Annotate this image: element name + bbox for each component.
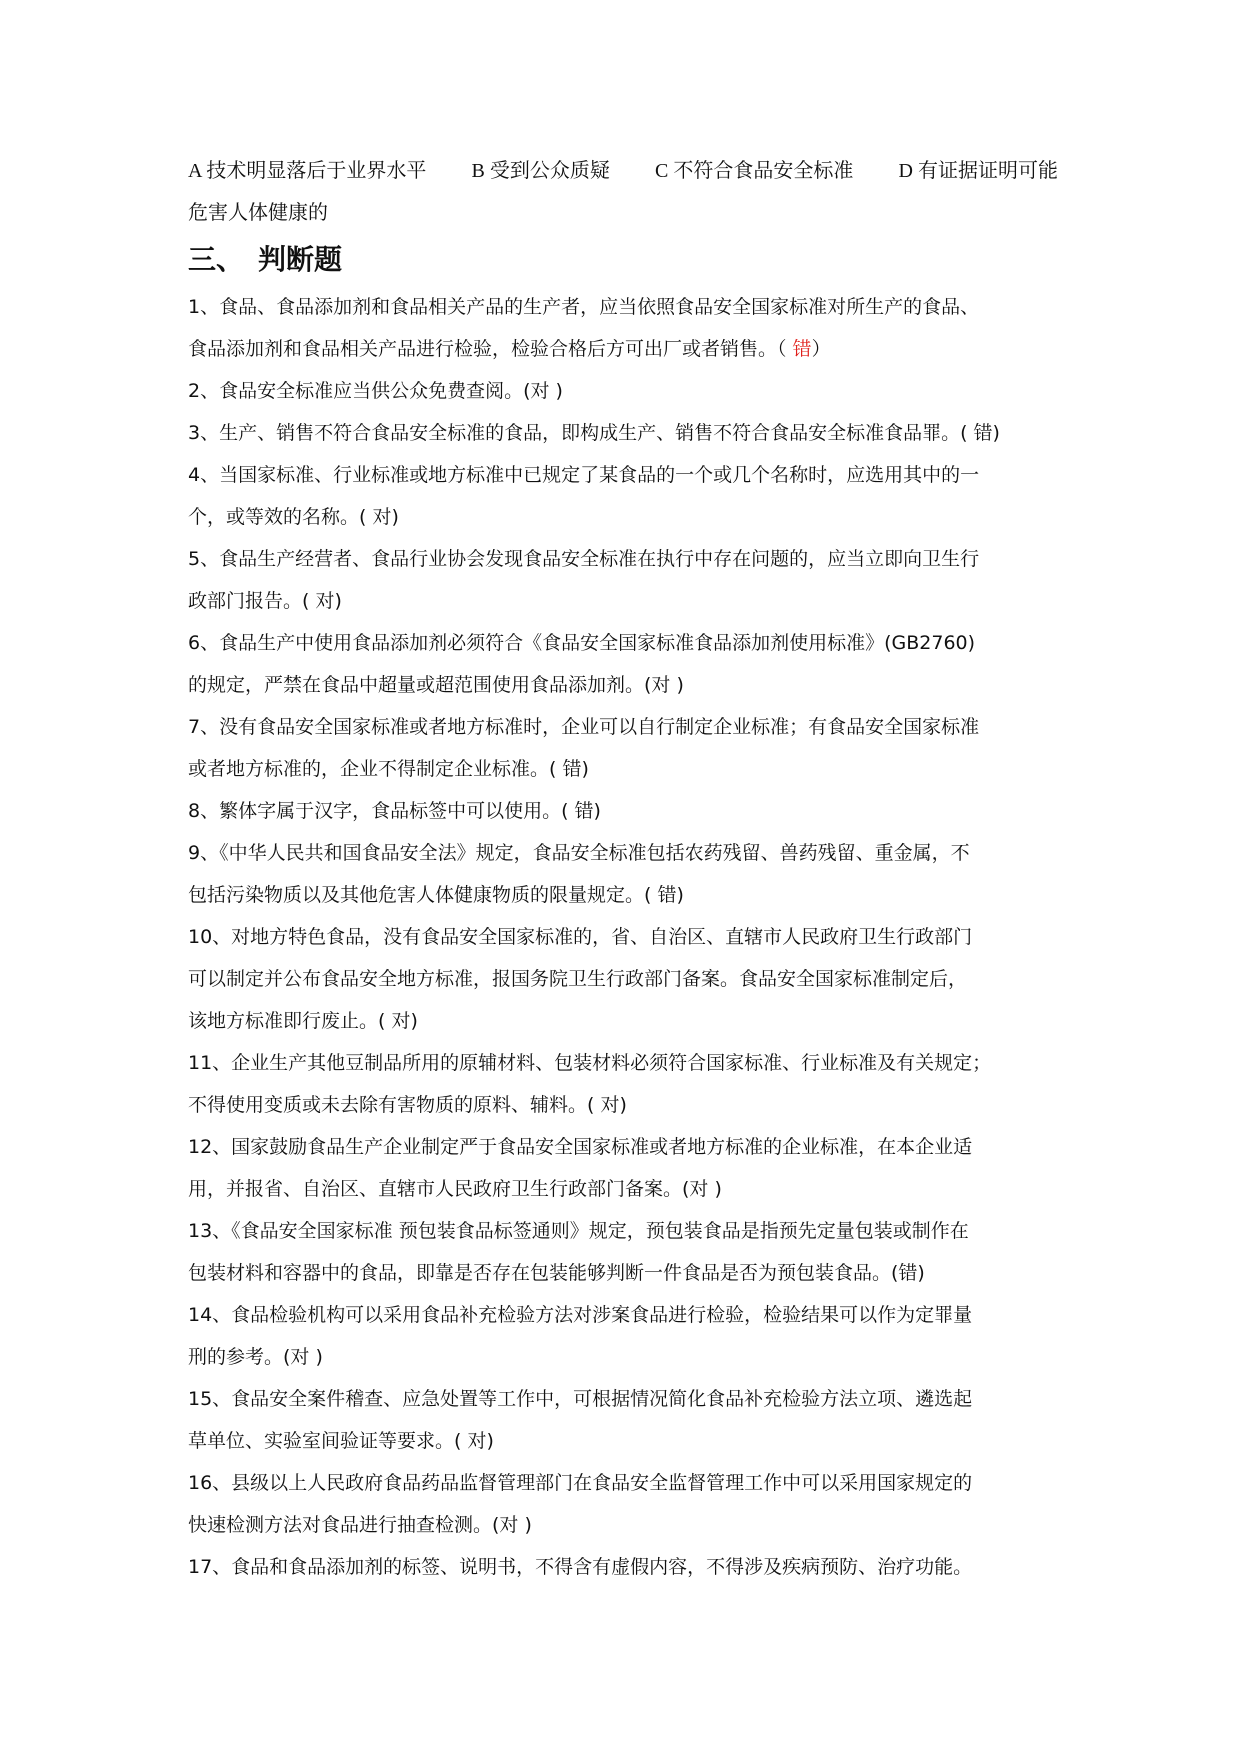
question-1-line-2: 食品添加剂和食品相关产品进行检验，检验合格后方可出厂或者销售。（ 错） bbox=[188, 338, 831, 360]
question-16-line-1: 16、县级以上人民政府食品药品监督管理部门在食品安全监督管理工作中可以采用国家规定的 bbox=[188, 1472, 973, 1494]
document-page bbox=[188, 150, 1058, 1588]
question-5-line-2: 政部门报告。( 对) bbox=[188, 590, 342, 612]
question-10-line-1: 10、对地方特色食品，没有食品安全国家标准的，省、自治区、直辖市人民政府卫生行政部门 bbox=[188, 926, 973, 948]
question-15-line-1: 15、食品安全案件稽查、应急处置等工作中，可根据情况简化食品补充检验方法立项、遴选起 bbox=[188, 1388, 973, 1410]
question-13-line-2: 包装材料和容器中的食品，即靠是否存在包装能够判断一件食品是否为预包装食品。(错) bbox=[188, 1262, 925, 1284]
section-number: 三、 bbox=[188, 243, 245, 276]
section-title: 判断题 bbox=[258, 243, 343, 276]
question-10-line-2: 可以制定并公布食品安全地方标准，报国务院卫生行政部门备案。食品安全国家标准制定后， bbox=[188, 968, 968, 990]
question-4-line-1: 4、当国家标准、行业标准或地方标准中已规定了某食品的一个或几个名称时，应选用其中的一 bbox=[188, 464, 980, 486]
question-11-line-1: 11、企业生产其他豆制品所用的原辅材料、包装材料必须符合国家标准、行业标准及有关规定； bbox=[188, 1052, 992, 1074]
question-17: 17、食品和食品添加剂的标签、说明书，不得含有虚假内容，不得涉及疾病预防、治疗功能。 bbox=[188, 1556, 973, 1578]
question-12-line-2: 用，并报省、自治区、直辖市人民政府卫生行政部门备案。(对 ) bbox=[188, 1178, 722, 1200]
question-7-line-1: 7、没有食品安全国家标准或者地方标准时，企业可以自行制定企业标准；有食品安全国家标准 bbox=[188, 716, 980, 738]
section-heading bbox=[188, 234, 1058, 286]
option-a: A 技术明显落后于业界水平 bbox=[188, 160, 427, 182]
question-1-line-1: 1、食品、食品添加剂和食品相关产品的生产者，应当依照食品安全国家标准对所生产的食品、 bbox=[188, 296, 980, 318]
option-b: B 受到公众质疑 bbox=[471, 160, 610, 182]
question-12-line-1: 12、国家鼓励食品生产企业制定严于食品安全国家标准或者地方标准的企业标准，在本企业适 bbox=[188, 1136, 973, 1158]
question-10-line-3: 该地方标准即行废止。( 对) bbox=[188, 1010, 418, 1032]
question-3: 3、生产、销售不符合食品安全标准的食品，即构成生产、销售不符合食品安全标准食品罪。( 错) bbox=[188, 422, 1000, 444]
option-d: D 有证据证明可能 bbox=[898, 160, 1058, 182]
question-14-line-1: 14、食品检验机构可以采用食品补充检验方法对涉案食品进行检验，检验结果可以作为定罪量 bbox=[188, 1304, 973, 1326]
answer-mark: 错 bbox=[792, 338, 812, 360]
question-7-line-2: 或者地方标准的，企业不得制定企业标准。( 错) bbox=[188, 758, 589, 780]
question-8: 8、繁体字属于汉字，食品标签中可以使用。( 错) bbox=[188, 800, 601, 822]
option-c: C 不符合食品安全标准 bbox=[655, 160, 854, 182]
question-9-line-2: 包括污染物质以及其他危害人体健康物质的限量规定。( 错) bbox=[188, 884, 684, 906]
question-15-line-2: 草单位、实验室间验证等要求。( 对) bbox=[188, 1430, 494, 1452]
question-9-line-1: 9、《中华人民共和国食品安全法》规定，食品安全标准包括农药残留、兽药残留、重金属，不 bbox=[188, 842, 970, 864]
question-14-line-2: 刑的参考。(对 ) bbox=[188, 1346, 323, 1368]
options-line bbox=[188, 150, 1058, 192]
question-11-line-2: 不得使用变质或未去除有害物质的原料、辅料。( 对) bbox=[188, 1094, 627, 1116]
question-5-line-1: 5、食品生产经营者、食品行业协会发现食品安全标准在执行中存在问题的，应当立即向卫生行 bbox=[188, 548, 980, 570]
option-d-continued: 危害人体健康的 bbox=[188, 202, 328, 224]
question-4-line-2: 个，或等效的名称。( 对) bbox=[188, 506, 399, 528]
question-6-line-1: 6、食品生产中使用食品添加剂必须符合《食品安全国家标准食品添加剂使用标准》(GB2760) bbox=[188, 632, 976, 654]
question-13-line-1: 13、《食品安全国家标准 预包装食品标签通则》规定，预包装食品是指预先定量包装或制作在 bbox=[188, 1220, 969, 1242]
question-16-line-2: 快速检测方法对食品进行抽查检测。(对 ) bbox=[188, 1514, 532, 1536]
question-2: 2、食品安全标准应当供公众免费查阅。(对 ) bbox=[188, 380, 563, 402]
question-6-line-2: 的规定，严禁在食品中超量或超范围使用食品添加剂。(对 ) bbox=[188, 674, 684, 696]
